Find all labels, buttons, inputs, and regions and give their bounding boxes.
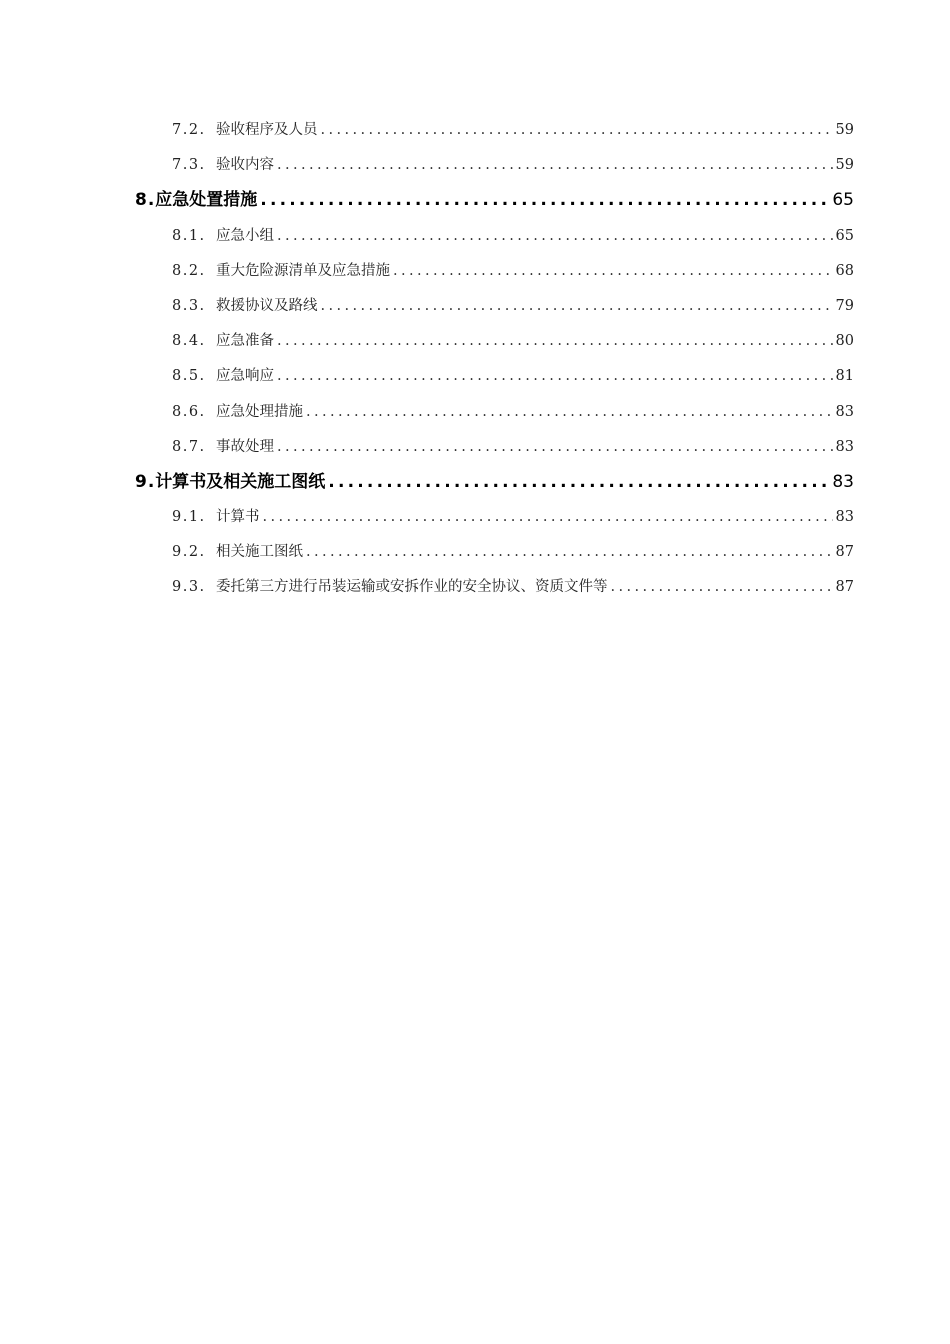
toc-chapter-number: 8. [135,190,156,211]
toc-entry-8-7[interactable] [0,430,854,465]
toc-entry-page: 83 [835,403,854,420]
toc-entry-page: 87 [835,579,854,596]
toc-chapter-9[interactable] [0,465,854,500]
toc-dot-leader [260,183,829,218]
toc-entry-title: 重大危险源清单及应急措施 [216,262,390,279]
toc-dot-leader [277,359,833,394]
toc-entry-8-3[interactable] [0,289,854,324]
toc-entry-9-3[interactable] [0,570,854,605]
toc-dot-leader [306,535,833,570]
toc-entry-title: 应急准备 [216,333,274,350]
toc-dot-leader [277,148,833,183]
toc-dot-leader [321,113,833,148]
toc-entry-title: 事故处理 [216,438,274,455]
toc-entry-number: 8.4. [172,333,206,350]
toc-entry-7-2[interactable] [0,113,854,148]
toc-entry-number: 7.3. [172,157,206,174]
toc-chapter-title: 计算书及相关施工图纸 [155,471,326,492]
toc-entry-number: 8.3. [172,297,206,314]
toc-entry-7-3[interactable] [0,148,854,183]
toc-entry-page: 65 [835,227,854,244]
toc-dot-leader [263,500,833,535]
toc-entry-8-1[interactable] [0,219,854,254]
toc-entry-title: 应急处理措施 [216,403,303,420]
toc-entry-number: 9.3. [172,579,206,596]
toc-entry-title: 验收程序及人员 [216,122,318,138]
toc-entry-number: 8.6. [172,403,206,420]
toc-entry-title: 计算书 [216,509,260,526]
toc-entry-number: 7.2. [172,122,206,138]
toc-entry-title: 验收内容 [216,157,274,174]
toc-chapter-number: 9. [135,471,156,492]
toc-dot-leader [328,465,829,500]
toc-entry-title: 救援协议及路线 [216,297,318,314]
toc-entry-8-6[interactable] [0,395,854,430]
toc-entry-8-5[interactable] [0,359,854,394]
toc-entry-number: 8.7. [172,438,206,455]
toc-entry-title: 应急响应 [216,368,274,385]
toc-entry-page: 83 [835,438,854,455]
toc-entry-number: 8.2. [172,262,206,279]
toc-entry-title: 委托第三方进行吊装运输或安拆作业的安全协议、资质文件等 [216,579,608,596]
toc-chapter-page: 65 [832,190,854,211]
toc-entry-page: 80 [835,333,854,350]
toc-entry-title: 应急小组 [216,227,274,244]
toc-entry-page: 68 [835,262,854,279]
toc-chapter-title: 应急处置措施 [155,190,258,211]
toc-entry-page: 59 [835,122,854,138]
toc-entry-page: 59 [835,157,854,174]
toc-dot-leader [277,430,833,465]
toc-entry-8-2[interactable] [0,254,854,289]
toc-dot-leader [393,254,833,289]
toc-entry-9-2[interactable] [0,535,854,570]
toc-dot-leader [277,219,833,254]
toc-entry-page: 81 [835,368,854,385]
toc-chapter-8[interactable] [0,183,854,218]
toc-entry-page: 83 [835,509,854,526]
toc-entry-number: 9.1. [172,509,206,526]
toc-entry-page: 79 [835,297,854,314]
toc-dot-leader [277,324,833,359]
toc-dot-leader [611,570,833,605]
toc-entry-page: 87 [835,544,854,561]
toc-entry-title: 相关施工图纸 [216,544,303,561]
toc-entry-number: 8.5. [172,368,206,385]
toc-dot-leader [321,289,833,324]
toc-entry-9-1[interactable] [0,500,854,535]
toc-chapter-page: 83 [832,471,854,492]
toc-entry-number: 9.2. [172,544,206,561]
table-of-contents [0,113,950,606]
toc-dot-leader [306,395,833,430]
toc-entry-number: 8.1. [172,227,206,244]
toc-entry-8-4[interactable] [0,324,854,359]
